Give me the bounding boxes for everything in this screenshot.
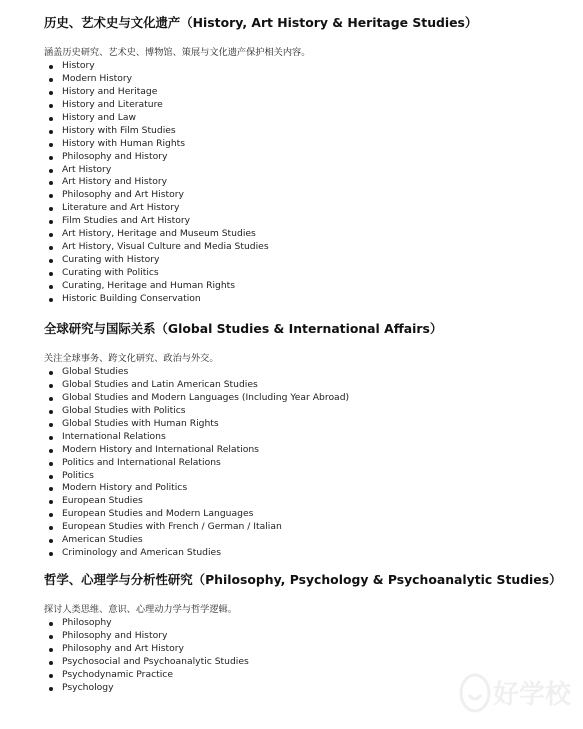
section-description: 涵盖历史研究、艺术史、博物馆、策展与文化遗产保护相关内容。	[44, 47, 311, 58]
list-item: Global Studies and Latin American Studies	[44, 379, 442, 392]
list-item: Art History	[44, 164, 477, 177]
list-item: Modern History and Politics	[44, 482, 442, 495]
section-description: 关注全球事务、跨文化研究、政治与外交。	[44, 353, 219, 364]
section-history	[44, 14, 477, 306]
list-item: Politics	[44, 470, 442, 483]
course-list	[44, 60, 477, 306]
list-item: Art History, Visual Culture and Media Studies	[44, 241, 477, 254]
list-item: Modern History and International Relations	[44, 444, 442, 457]
list-item: Curating with Politics	[44, 267, 477, 280]
list-item: Curating with History	[44, 254, 477, 267]
section-title: 历史、艺术史与文化遗产（History, Art History & Heritage Studies）	[44, 15, 478, 30]
list-item: Curating, Heritage and Human Rights	[44, 280, 477, 293]
list-item: Criminology and American Studies	[44, 547, 442, 560]
list-item: Global Studies and Modern Languages (Including Year Abroad)	[44, 392, 442, 405]
watermark-text: 好学校	[493, 680, 572, 710]
list-item: Philosophy	[44, 617, 561, 630]
list-item: History	[44, 60, 477, 73]
list-item: European Studies with French / German / Italian	[44, 521, 442, 534]
section-title: 哲学、心理学与分析性研究（Philosophy, Psychology & Psychoanalytic Studies）	[44, 572, 562, 587]
list-item: Psychosocial and Psychoanalytic Studies	[44, 656, 561, 669]
list-item: Art History, Heritage and Museum Studies	[44, 228, 477, 241]
list-item: History and Literature	[44, 99, 477, 112]
list-item: Politics and International Relations	[44, 457, 442, 470]
list-item: Modern History	[44, 73, 477, 86]
watermark-logo	[455, 661, 575, 721]
list-item: European Studies and Modern Languages	[44, 508, 442, 521]
list-item: Global Studies	[44, 366, 442, 379]
list-item: Psychology	[44, 682, 561, 695]
list-item: Literature and Art History	[44, 202, 477, 215]
section-title: 全球研究与国际关系（Global Studies & International Affairs）	[44, 321, 443, 336]
list-item: American Studies	[44, 534, 442, 547]
list-item: International Relations	[44, 431, 442, 444]
list-item: Historic Building Conservation	[44, 293, 477, 306]
list-item: Philosophy and History	[44, 151, 477, 164]
list-item: Film Studies and Art History	[44, 215, 477, 228]
list-item: European Studies	[44, 495, 442, 508]
section-description: 探讨人类思维、意识、心理动力学与哲学逻辑。	[44, 604, 237, 615]
list-item: History with Human Rights	[44, 138, 477, 151]
list-item: Art History and History	[44, 176, 477, 189]
list-item: History and Heritage	[44, 86, 477, 99]
list-item: Philosophy and Art History	[44, 189, 477, 202]
list-item: Global Studies with Politics	[44, 405, 442, 418]
list-item: Philosophy and Art History	[44, 643, 561, 656]
course-list	[44, 366, 442, 560]
list-item: History and Law	[44, 112, 477, 125]
list-item: Psychodynamic Practice	[44, 669, 561, 682]
list-item: Global Studies with Human Rights	[44, 418, 442, 431]
list-item: History with Film Studies	[44, 125, 477, 138]
list-item: Philosophy and History	[44, 630, 561, 643]
section-global-studies	[44, 320, 442, 560]
